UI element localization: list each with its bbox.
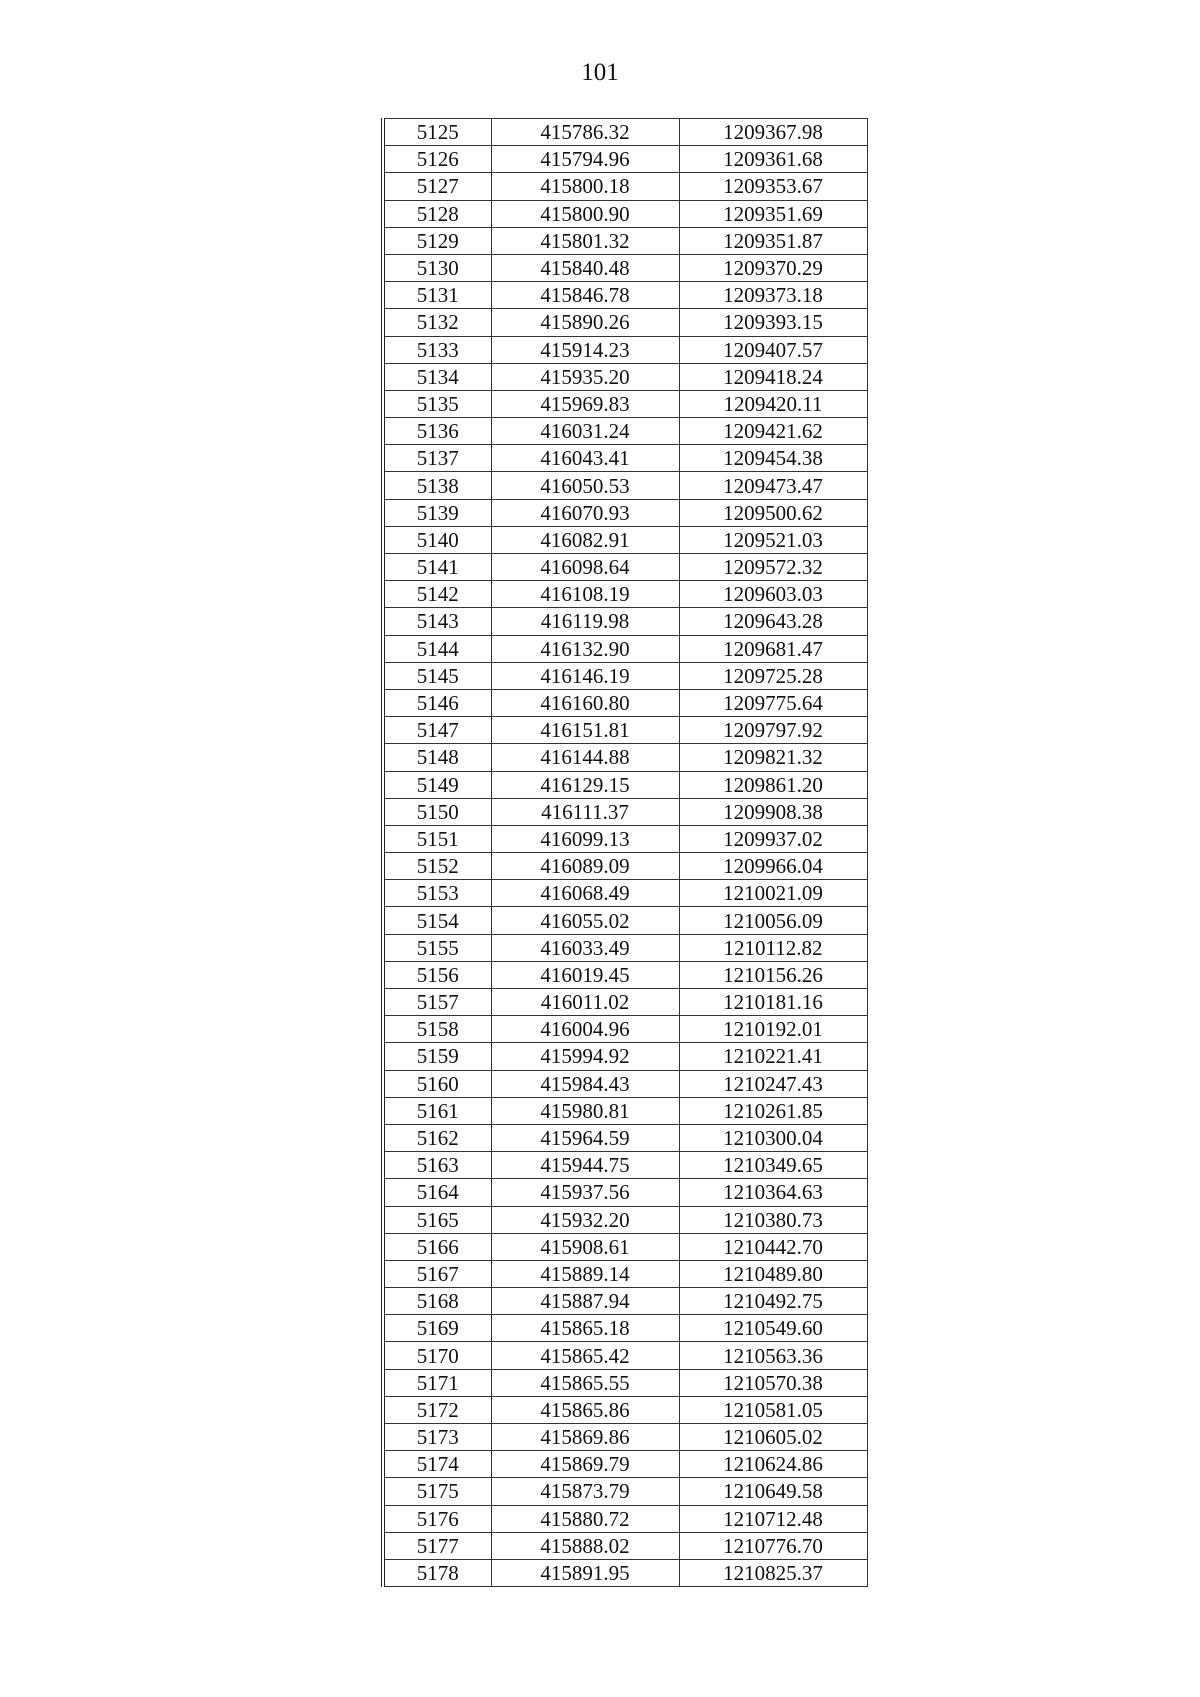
y-coordinate-cell: 1210112.82 [679, 934, 867, 961]
table-row [383, 390, 867, 417]
table-row [383, 309, 867, 336]
x-coordinate-cell: 415869.79 [491, 1451, 679, 1478]
y-coordinate-cell: 1210581.05 [679, 1396, 867, 1423]
table-row [383, 227, 867, 254]
x-coordinate-cell: 415908.61 [491, 1233, 679, 1260]
table-row [383, 771, 867, 798]
y-coordinate-cell: 1209861.20 [679, 771, 867, 798]
table-row [383, 1260, 867, 1287]
point-number-cell: 5148 [383, 744, 491, 771]
table-row [383, 934, 867, 961]
table-row [383, 1532, 867, 1559]
x-coordinate-cell: 415865.42 [491, 1342, 679, 1369]
table-row [383, 554, 867, 581]
x-coordinate-cell: 415865.55 [491, 1369, 679, 1396]
x-coordinate-cell: 415944.75 [491, 1152, 679, 1179]
y-coordinate-cell: 1209797.92 [679, 717, 867, 744]
table-row [383, 1288, 867, 1315]
table-row [383, 1396, 867, 1423]
y-coordinate-cell: 1210364.63 [679, 1179, 867, 1206]
table-row [383, 608, 867, 635]
y-coordinate-cell: 1209521.03 [679, 526, 867, 553]
x-coordinate-cell: 415889.14 [491, 1260, 679, 1287]
point-number-cell: 5159 [383, 1043, 491, 1070]
coordinates-table [381, 118, 868, 1587]
point-number-cell: 5137 [383, 445, 491, 472]
point-number-cell: 5132 [383, 309, 491, 336]
y-coordinate-cell: 1210261.85 [679, 1097, 867, 1124]
y-coordinate-cell: 1209407.57 [679, 336, 867, 363]
y-coordinate-cell: 1209351.87 [679, 227, 867, 254]
table-row [383, 363, 867, 390]
point-number-cell: 5162 [383, 1124, 491, 1151]
point-number-cell: 5174 [383, 1451, 491, 1478]
x-coordinate-cell: 416108.19 [491, 581, 679, 608]
point-number-cell: 5127 [383, 173, 491, 200]
table-row [383, 798, 867, 825]
table-row [383, 1233, 867, 1260]
point-number-cell: 5155 [383, 934, 491, 961]
table-row [383, 961, 867, 988]
table-row [383, 825, 867, 852]
point-number-cell: 5149 [383, 771, 491, 798]
y-coordinate-cell: 1209966.04 [679, 853, 867, 880]
y-coordinate-cell: 1209420.11 [679, 390, 867, 417]
y-coordinate-cell: 1210300.04 [679, 1124, 867, 1151]
x-coordinate-cell: 416070.93 [491, 499, 679, 526]
point-number-cell: 5175 [383, 1478, 491, 1505]
y-coordinate-cell: 1209603.03 [679, 581, 867, 608]
table-row [383, 200, 867, 227]
table-row [383, 1097, 867, 1124]
y-coordinate-cell: 1209500.62 [679, 499, 867, 526]
point-number-cell: 5154 [383, 907, 491, 934]
x-coordinate-cell: 416004.96 [491, 1016, 679, 1043]
y-coordinate-cell: 1210021.09 [679, 880, 867, 907]
point-number-cell: 5153 [383, 880, 491, 907]
point-number-cell: 5164 [383, 1179, 491, 1206]
point-number-cell: 5172 [383, 1396, 491, 1423]
table-row [383, 689, 867, 716]
y-coordinate-cell: 1210825.37 [679, 1559, 867, 1586]
y-coordinate-cell: 1209418.24 [679, 363, 867, 390]
x-coordinate-cell: 415888.02 [491, 1532, 679, 1559]
x-coordinate-cell: 416129.15 [491, 771, 679, 798]
x-coordinate-cell: 415840.48 [491, 254, 679, 281]
point-number-cell: 5146 [383, 689, 491, 716]
y-coordinate-cell: 1209473.47 [679, 472, 867, 499]
y-coordinate-cell: 1210624.86 [679, 1451, 867, 1478]
x-coordinate-cell: 415786.32 [491, 119, 679, 146]
table-body [383, 119, 867, 1587]
table-row [383, 336, 867, 363]
x-coordinate-cell: 415937.56 [491, 1179, 679, 1206]
x-coordinate-cell: 416033.49 [491, 934, 679, 961]
point-number-cell: 5133 [383, 336, 491, 363]
table-row [383, 635, 867, 662]
y-coordinate-cell: 1210563.36 [679, 1342, 867, 1369]
point-number-cell: 5170 [383, 1342, 491, 1369]
y-coordinate-cell: 1209361.68 [679, 146, 867, 173]
x-coordinate-cell: 416160.80 [491, 689, 679, 716]
point-number-cell: 5128 [383, 200, 491, 227]
table-row [383, 1369, 867, 1396]
y-coordinate-cell: 1210649.58 [679, 1478, 867, 1505]
x-coordinate-cell: 416068.49 [491, 880, 679, 907]
point-number-cell: 5142 [383, 581, 491, 608]
x-coordinate-cell: 415914.23 [491, 336, 679, 363]
y-coordinate-cell: 1209908.38 [679, 798, 867, 825]
table-row [383, 526, 867, 553]
y-coordinate-cell: 1209937.02 [679, 825, 867, 852]
x-coordinate-cell: 416082.91 [491, 526, 679, 553]
point-number-cell: 5134 [383, 363, 491, 390]
point-number-cell: 5144 [383, 635, 491, 662]
x-coordinate-cell: 415964.59 [491, 1124, 679, 1151]
table-row [383, 282, 867, 309]
y-coordinate-cell: 1209367.98 [679, 119, 867, 146]
point-number-cell: 5131 [383, 282, 491, 309]
point-number-cell: 5138 [383, 472, 491, 499]
point-number-cell: 5140 [383, 526, 491, 553]
table-row [383, 254, 867, 281]
point-number-cell: 5135 [383, 390, 491, 417]
table-row [383, 1451, 867, 1478]
table-row [383, 853, 867, 880]
x-coordinate-cell: 415984.43 [491, 1070, 679, 1097]
x-coordinate-cell: 415801.32 [491, 227, 679, 254]
x-coordinate-cell: 416098.64 [491, 554, 679, 581]
x-coordinate-cell: 415935.20 [491, 363, 679, 390]
point-number-cell: 5165 [383, 1206, 491, 1233]
point-number-cell: 5169 [383, 1315, 491, 1342]
table-row [383, 472, 867, 499]
point-number-cell: 5171 [383, 1369, 491, 1396]
point-number-cell: 5126 [383, 146, 491, 173]
x-coordinate-cell: 415994.92 [491, 1043, 679, 1070]
table-row [383, 1016, 867, 1043]
y-coordinate-cell: 1209725.28 [679, 662, 867, 689]
table-row [383, 1043, 867, 1070]
table-row [383, 662, 867, 689]
x-coordinate-cell: 415891.95 [491, 1559, 679, 1586]
x-coordinate-cell: 415887.94 [491, 1288, 679, 1315]
y-coordinate-cell: 1210712.48 [679, 1505, 867, 1532]
y-coordinate-cell: 1210489.80 [679, 1260, 867, 1287]
x-coordinate-cell: 416055.02 [491, 907, 679, 934]
point-number-cell: 5145 [383, 662, 491, 689]
table-row [383, 1315, 867, 1342]
x-coordinate-cell: 416144.88 [491, 744, 679, 771]
y-coordinate-cell: 1210776.70 [679, 1532, 867, 1559]
y-coordinate-cell: 1209351.69 [679, 200, 867, 227]
x-coordinate-cell: 415873.79 [491, 1478, 679, 1505]
y-coordinate-cell: 1210247.43 [679, 1070, 867, 1097]
point-number-cell: 5161 [383, 1097, 491, 1124]
table-row [383, 418, 867, 445]
point-number-cell: 5129 [383, 227, 491, 254]
y-coordinate-cell: 1210492.75 [679, 1288, 867, 1315]
x-coordinate-cell: 416050.53 [491, 472, 679, 499]
table-row [383, 1478, 867, 1505]
y-coordinate-cell: 1209370.29 [679, 254, 867, 281]
y-coordinate-cell: 1209353.67 [679, 173, 867, 200]
point-number-cell: 5178 [383, 1559, 491, 1586]
point-number-cell: 5136 [383, 418, 491, 445]
table-row [383, 1505, 867, 1532]
x-coordinate-cell: 416146.19 [491, 662, 679, 689]
y-coordinate-cell: 1210221.41 [679, 1043, 867, 1070]
point-number-cell: 5147 [383, 717, 491, 744]
point-number-cell: 5176 [383, 1505, 491, 1532]
y-coordinate-cell: 1210605.02 [679, 1424, 867, 1451]
x-coordinate-cell: 415880.72 [491, 1505, 679, 1532]
table-row [383, 173, 867, 200]
table-row [383, 445, 867, 472]
x-coordinate-cell: 416151.81 [491, 717, 679, 744]
x-coordinate-cell: 415890.26 [491, 309, 679, 336]
table-row [383, 119, 867, 146]
x-coordinate-cell: 416031.24 [491, 418, 679, 445]
table-row [383, 1152, 867, 1179]
x-coordinate-cell: 416019.45 [491, 961, 679, 988]
table-row [383, 146, 867, 173]
y-coordinate-cell: 1209421.62 [679, 418, 867, 445]
page-number: 101 [581, 59, 619, 86]
y-coordinate-cell: 1209821.32 [679, 744, 867, 771]
y-coordinate-cell: 1209681.47 [679, 635, 867, 662]
x-coordinate-cell: 416099.13 [491, 825, 679, 852]
table-row [383, 499, 867, 526]
y-coordinate-cell: 1209454.38 [679, 445, 867, 472]
y-coordinate-cell: 1210056.09 [679, 907, 867, 934]
y-coordinate-cell: 1209775.64 [679, 689, 867, 716]
point-number-cell: 5158 [383, 1016, 491, 1043]
x-coordinate-cell: 415794.96 [491, 146, 679, 173]
y-coordinate-cell: 1209373.18 [679, 282, 867, 309]
y-coordinate-cell: 1210570.38 [679, 1369, 867, 1396]
y-coordinate-cell: 1209572.32 [679, 554, 867, 581]
x-coordinate-cell: 415869.86 [491, 1424, 679, 1451]
point-number-cell: 5163 [383, 1152, 491, 1179]
x-coordinate-cell: 416011.02 [491, 989, 679, 1016]
table-row [383, 1424, 867, 1451]
y-coordinate-cell: 1209643.28 [679, 608, 867, 635]
point-number-cell: 5156 [383, 961, 491, 988]
table-row [383, 744, 867, 771]
table-row [383, 1559, 867, 1586]
x-coordinate-cell: 416132.90 [491, 635, 679, 662]
x-coordinate-cell: 416089.09 [491, 853, 679, 880]
point-number-cell: 5151 [383, 825, 491, 852]
point-number-cell: 5167 [383, 1260, 491, 1287]
point-number-cell: 5130 [383, 254, 491, 281]
table-row [383, 581, 867, 608]
table-row [383, 1070, 867, 1097]
point-number-cell: 5141 [383, 554, 491, 581]
x-coordinate-cell: 416111.37 [491, 798, 679, 825]
point-number-cell: 5150 [383, 798, 491, 825]
point-number-cell: 5139 [383, 499, 491, 526]
x-coordinate-cell: 415969.83 [491, 390, 679, 417]
point-number-cell: 5143 [383, 608, 491, 635]
table-row [383, 1124, 867, 1151]
y-coordinate-cell: 1210442.70 [679, 1233, 867, 1260]
table-row [383, 880, 867, 907]
y-coordinate-cell: 1210181.16 [679, 989, 867, 1016]
x-coordinate-cell: 416043.41 [491, 445, 679, 472]
point-number-cell: 5166 [383, 1233, 491, 1260]
x-coordinate-cell: 415865.86 [491, 1396, 679, 1423]
x-coordinate-cell: 415846.78 [491, 282, 679, 309]
y-coordinate-cell: 1210156.26 [679, 961, 867, 988]
y-coordinate-cell: 1210192.01 [679, 1016, 867, 1043]
point-number-cell: 5157 [383, 989, 491, 1016]
table-row [383, 989, 867, 1016]
y-coordinate-cell: 1209393.15 [679, 309, 867, 336]
x-coordinate-cell: 415800.18 [491, 173, 679, 200]
x-coordinate-cell: 415865.18 [491, 1315, 679, 1342]
x-coordinate-cell: 415800.90 [491, 200, 679, 227]
x-coordinate-cell: 416119.98 [491, 608, 679, 635]
table-row [383, 717, 867, 744]
x-coordinate-cell: 415932.20 [491, 1206, 679, 1233]
point-number-cell: 5177 [383, 1532, 491, 1559]
point-number-cell: 5168 [383, 1288, 491, 1315]
point-number-cell: 5125 [383, 119, 491, 146]
table-row [383, 907, 867, 934]
point-number-cell: 5152 [383, 853, 491, 880]
table-row [383, 1342, 867, 1369]
point-number-cell: 5160 [383, 1070, 491, 1097]
y-coordinate-cell: 1210549.60 [679, 1315, 867, 1342]
y-coordinate-cell: 1210349.65 [679, 1152, 867, 1179]
table-row [383, 1206, 867, 1233]
x-coordinate-cell: 415980.81 [491, 1097, 679, 1124]
y-coordinate-cell: 1210380.73 [679, 1206, 867, 1233]
point-number-cell: 5173 [383, 1424, 491, 1451]
table-row [383, 1179, 867, 1206]
